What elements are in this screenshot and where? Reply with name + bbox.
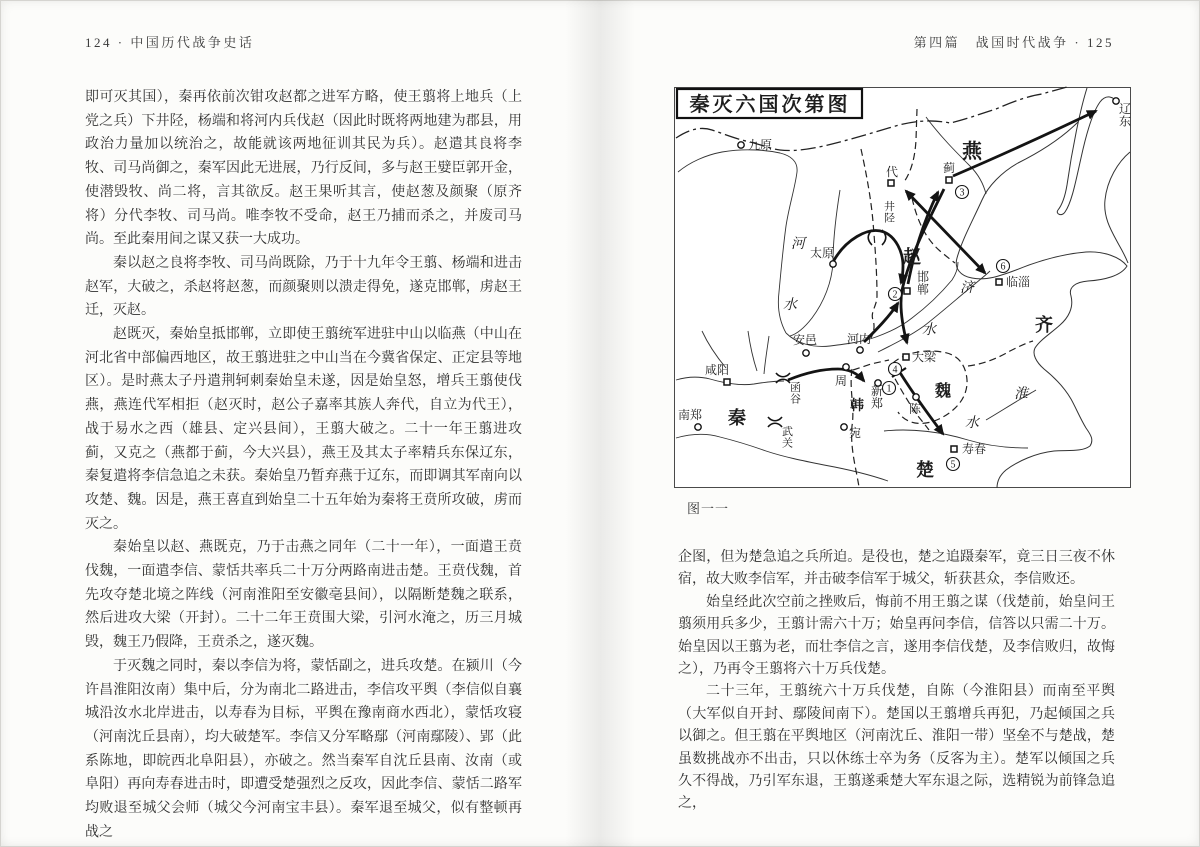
paragraph: 二十三年，王翦统六十万兵伐楚，自陈（今淮阳县）而南至平舆（大军似自开封、鄢陵间南下）。楚国以王翦增兵再犯，乃起倾国之兵以御之。但王翦在平舆地区（河南沈丘、淮阳一带）坚垒不与楚战，楚虽数挑战亦不出击，只以休练士卒为务（反客为主）。楚军以倾国之兵久不得战，乃引军东退，王翦遂乘楚大军东退之际，选精锐为前锋急追之， bbox=[678, 684, 1115, 812]
label-jiuyuan: 九原 bbox=[748, 138, 773, 152]
marker-xianyang bbox=[724, 379, 730, 385]
label-jingxing: 井陉 bbox=[884, 201, 895, 225]
label-zhao: 赵 bbox=[903, 247, 921, 267]
step-1 bbox=[883, 382, 896, 395]
label-huai: 淮 bbox=[1014, 387, 1028, 402]
left-page-running-header: 124 · 中国历代战争史话 bbox=[85, 35, 255, 50]
label-shouchun: 寿春 bbox=[962, 442, 987, 456]
label-wuguan: 武关 bbox=[782, 426, 793, 450]
marker-zhou bbox=[843, 364, 849, 370]
label-he-shui: 水 bbox=[783, 298, 797, 313]
step-2 bbox=[889, 288, 902, 301]
step-3 bbox=[956, 186, 969, 199]
label-henei: 河内 bbox=[847, 332, 872, 346]
qin-conquest-map bbox=[670, 85, 1136, 491]
step-5 bbox=[947, 458, 960, 471]
paragraph: 企图，但为楚急追之兵所迫。是役也，楚之追蹑秦军，竟三日三夜不休宿，故大败李信军，并击破李信军于城父，斩获甚众，李信败还。 bbox=[678, 550, 1115, 588]
svg-text:4: 4 bbox=[892, 364, 898, 376]
label-chen: 陈 bbox=[909, 402, 922, 416]
label-jicheng: 蓟 bbox=[943, 161, 956, 175]
marker-shouchun bbox=[951, 446, 957, 452]
label-ji-shui: 水 bbox=[922, 323, 936, 338]
label-hangu: 函谷 bbox=[790, 382, 801, 406]
svg-text:3: 3 bbox=[959, 187, 965, 199]
svg-text:5: 5 bbox=[950, 459, 956, 471]
marker-taiyuan bbox=[830, 261, 836, 267]
step-6 bbox=[997, 260, 1010, 273]
label-liaodong: 辽东 bbox=[1119, 102, 1132, 129]
marker-nanzheng bbox=[695, 424, 701, 430]
left-page-text-column bbox=[85, 86, 522, 845]
marker-henei bbox=[857, 347, 863, 353]
figure-caption: 图一一 bbox=[687, 501, 730, 516]
paragraph: 秦始皇以赵、燕既克，乃于击燕之同年（二十一年），一面遣王贲伐魏，一面遣李信、蒙恬共率兵二十万分两路南进击楚。王贲伐魏，首先攻夺楚北境之阵线（河南淮阳至安徽亳县间），以隔断楚魏之联系，然后进攻大梁（开封）。二十二年王贲围大梁，引河水淹之，历三月城毁，魏王乃假降，王贲杀之，遂灭魏。 bbox=[85, 540, 522, 651]
label-huai-shui: 水 bbox=[965, 416, 979, 431]
label-linzi: 临淄 bbox=[1006, 275, 1031, 289]
label-xianyang: 咸阳 bbox=[705, 363, 730, 377]
step-4 bbox=[889, 363, 902, 376]
paragraph: 于灭魏之同时，秦以李信为将，蒙恬副之，进兵攻楚。在颍川（今许昌淮阳汝南）集中后，分为南北二路进击，李信攻平舆（李信似自襄城沿汝水北岸进击，以寿春为目标，平舆在豫南商水西北），蒙恬攻寝（河南沈丘县南），均大破楚军。李信又分军略鄢（河南鄢陵）、郢（此系陈地，即皖西北阜阳县），亦破之。然当秦军自沈丘县南、汝南（或阜阳）再向寿春进击时，即遭受楚强烈之反攻，因此李信、蒙恬二路军均败退至城父会师（城父今河南宝丰县）。秦军退至城父，似有整顿再战之 bbox=[85, 658, 522, 840]
label-daliang: 大梁 bbox=[912, 350, 937, 364]
svg-text:6: 6 bbox=[1000, 261, 1006, 273]
marker-wan bbox=[841, 424, 847, 430]
label-ji: 济 bbox=[960, 281, 974, 296]
right-page-running-header: 第四篇 战国时代战争 · 125 bbox=[913, 35, 1114, 50]
label-anyi: 安邑 bbox=[793, 333, 818, 347]
map-title: 秦灭六国次第图 bbox=[689, 94, 851, 116]
marker-dai bbox=[888, 180, 894, 186]
marker-anyi bbox=[803, 350, 809, 356]
marker-jicheng bbox=[946, 177, 952, 183]
marker-daliang bbox=[903, 354, 909, 360]
label-han: 韩 bbox=[850, 399, 864, 414]
paragraph: 即可灭其国），秦再依前次钳攻赵都之进军方略，使王翦将上地兵（上党之兵）下井陉，杨端和将河内兵伐赵（因此时既将两地建为郡县，用政治力量加以统治之，故能就该两地征训其民为兵）。赵遣其良将李牧、司马尚御之，秦军因此无进展，乃行反间，多与赵王嬖臣郭开金，使潜毁牧、尚二将，言其欲反。赵王果听其言，使赵葱及颜聚（原齐将）分代李牧、司马尚。唯李牧不受命，赵王乃捕而杀之，并废司马尚。至此秦用间之谋又获一大成功。 bbox=[85, 90, 522, 248]
label-nanzheng: 南郑 bbox=[678, 408, 703, 422]
label-yan: 燕 bbox=[962, 141, 982, 163]
marker-chen bbox=[913, 394, 919, 400]
map-title-box bbox=[677, 89, 862, 118]
label-dai: 代 bbox=[886, 165, 899, 179]
label-wan: 宛 bbox=[849, 426, 862, 440]
label-xinzheng: 新郑 bbox=[871, 384, 884, 411]
marker-jiuyuan bbox=[738, 142, 744, 148]
label-qin: 秦 bbox=[728, 408, 746, 428]
marker-handan bbox=[904, 288, 910, 294]
label-taiyuan: 太原 bbox=[810, 246, 835, 260]
paragraph: 赵既灭，秦始皇抵邯郸，立即使王翦统军进驻中山以临燕（中山在河北省中部偏西地区，故王翦进驻之中山当在今冀省保定、正定县等地区）。是时燕太子丹遣荆轲刺秦始皇未遂，因是始皇怒，增兵王翦使伐燕，燕连代军相拒（赵灭时，赵公子嘉率其族人奔代，自立为代王），战于易水之西（雄县、定兴县间），王翦大破之。二十一年王翦进攻蓟，又克之（燕都于蓟，今大兴县），燕王及其太子率精兵东保辽东，秦复遣将李信急追之未获。秦始皇乃暂弃燕于辽东，而即调其军南向以攻楚、魏。因是，燕王喜直到始皇二十五年始为秦将王贲所攻破，虏而灭之。 bbox=[85, 327, 522, 532]
label-qi: 齐 bbox=[1035, 315, 1053, 335]
marker-linzi bbox=[996, 279, 1002, 285]
label-wei: 魏 bbox=[935, 383, 952, 400]
right-page-text-column bbox=[678, 547, 1115, 816]
svg-text:2: 2 bbox=[892, 289, 898, 301]
label-handan: 邯郸 bbox=[917, 270, 930, 297]
svg-text:1: 1 bbox=[886, 383, 892, 395]
label-zhou: 周 bbox=[835, 374, 848, 388]
paragraph: 始皇经此次空前之挫败后，悔前不用王翦之谋（伐楚前，始皇问王翦须用兵多少，王翦计需六十万；始皇再问李信，信答以只需二十万。始皇因以王翦为老，而壮李信之言，遂用李信伐楚，及李信败归，故悔之），乃再令王翦将六十万兵伐楚。 bbox=[678, 594, 1115, 678]
label-chu: 楚 bbox=[916, 460, 934, 480]
book-spine-shadow bbox=[565, 0, 635, 847]
label-he: 河 bbox=[791, 237, 805, 252]
paragraph: 秦以赵之良将李牧、司马尚既除，乃于十九年令王翦、杨端和进击赵军，大破之，杀赵将赵葱，而颜聚则以溃走得免，遂克邯郸，虏赵王迁，灭赵。 bbox=[85, 255, 522, 319]
